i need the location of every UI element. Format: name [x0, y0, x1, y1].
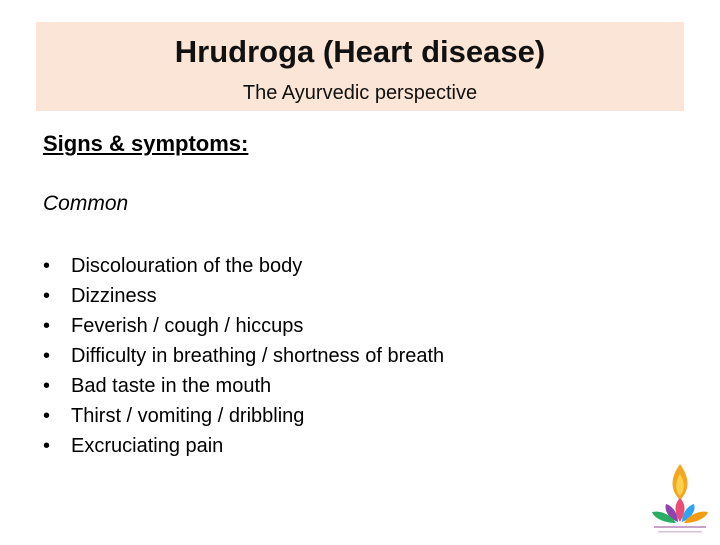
lotus-flame-logo-icon: [640, 460, 720, 540]
list-item-text: Discolouration of the body: [71, 255, 303, 277]
logo-graphic: [640, 460, 720, 540]
list-item: [43, 371, 444, 401]
bullet-icon: •: [43, 315, 51, 337]
bullet-icon: •: [43, 345, 51, 367]
logo-tagline-mark: [658, 531, 702, 533]
slide-subtitle: The Ayurvedic perspective: [242, 82, 478, 104]
list-item: [43, 251, 444, 281]
bullet-icon: •: [43, 285, 51, 307]
list-item: [43, 281, 444, 311]
bullet-icon: •: [43, 405, 51, 427]
bullet-icon: •: [43, 255, 51, 277]
list-item: [43, 401, 444, 431]
category-label: Common: [43, 192, 129, 215]
symptom-list: [43, 251, 444, 461]
section-heading: Signs & symptoms:: [43, 131, 249, 156]
bullet-icon: •: [43, 435, 51, 457]
logo-base-line: [654, 526, 706, 528]
list-item-text: Difficulty in breathing / shortness of breath: [71, 345, 445, 367]
bullet-icon: •: [43, 375, 51, 397]
list-item: [43, 341, 444, 371]
list-item: [43, 431, 444, 461]
list-item: [43, 311, 444, 341]
title-band: [36, 22, 684, 111]
list-item-text: Bad taste in the mouth: [71, 375, 272, 397]
list-item-text: Dizziness: [71, 285, 157, 307]
slide-title: Hrudroga (Heart disease): [174, 34, 546, 69]
list-item-text: Thirst / vomiting / dribbling: [71, 405, 305, 427]
list-item-text: Feverish / cough / hiccups: [71, 315, 304, 337]
list-item-text: Excruciating pain: [71, 435, 224, 457]
